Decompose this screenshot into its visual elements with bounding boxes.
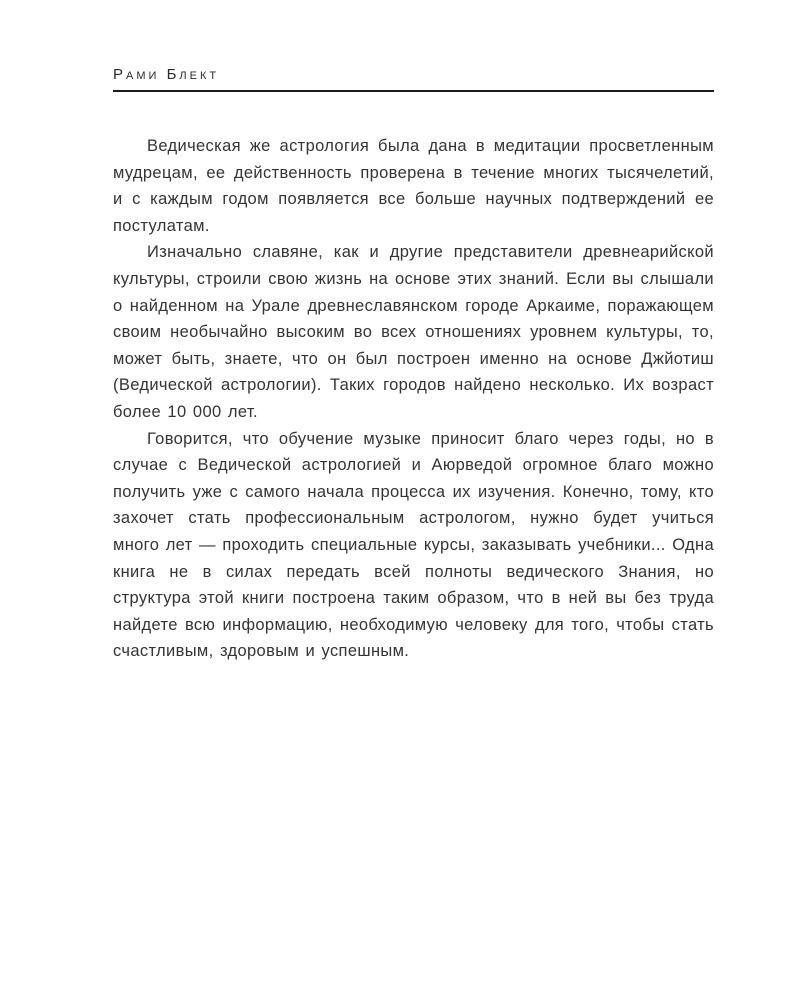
body-paragraph: Ведическая же астрология была дана в медитации просветленным мудрецам, ее действенность проверена в течение многих тысячелетий, и с каждым годом появляется все больше научных подтверждений ее постулатам.	[113, 137, 714, 235]
body-text-block	[113, 133, 714, 665]
header-rule	[113, 90, 714, 92]
running-head: Рами Блект	[113, 66, 220, 83]
body-paragraph: Говорится, что обучение музыке приносит благо через годы, но в случае с Ведической астрологией и Аюрведой огромное благо можно получить уже с самого начала процесса их изучения. Конечно, тому, кто захочет стать профессиональным астрологом, нужно будет учиться много лет — проходить специальные курсы, заказывать учебники... Одна книга не в силах передать всей полноты ведического Знания, но структура этой книги построена таким образом, что в ней вы без труда найдете всю информацию, необходимую человеку для того, чтобы стать счастливым, здоровым и успешным.	[113, 429, 714, 661]
body-paragraph: Изначально славяне, как и другие представители древнеарийской культуры, строили свою жизнь на основе этих знаний. Если вы слышали о найденном на Урале древнеславянском городе Аркаиме, поражающем своим необычайно высоким во всех отношениях уровнем культуры, то, может быть, знаете, что он был построен именно на основе Джйотиш (Ведической астрологии). Таких городов найдено несколько. Их возраст более 10 000 лет.	[113, 243, 714, 421]
page-content	[113, 66, 714, 665]
